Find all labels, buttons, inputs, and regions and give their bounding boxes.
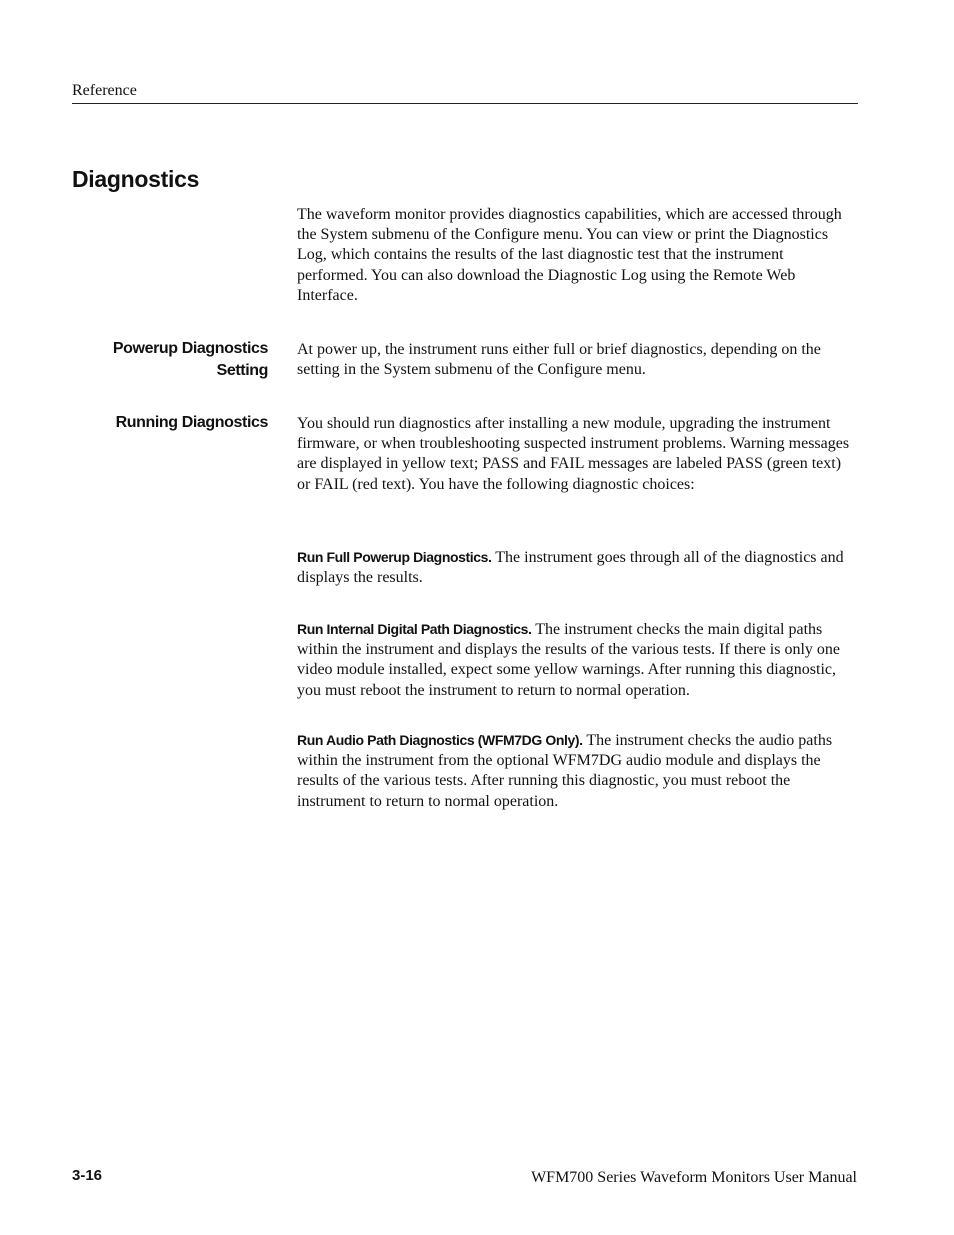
page-number: 3-16	[72, 1167, 103, 1184]
page-title: Diagnostics	[72, 166, 200, 192]
choice-internal-digital-path	[297, 619, 858, 701]
choice-audio-path	[297, 730, 858, 812]
running-diagnostics-paragraph: You should run diagnostics after installing a new module, upgrading the instrument firmware, or when troubleshooting suspected instrument problems. Warning messages are displayed in yellow text; PASS and FAIL messages are labeled PASS (green text) or FAIL (red text). You have the following diagnostic choices:	[297, 415, 850, 493]
running-header: Reference	[72, 82, 137, 99]
intro-paragraph: The waveform monitor provides diagnostics capabilities, which are accessed through the System submenu of the Configure menu. You can view or print the Diagnostics Log, which contains the results of the last diagnostic test that the instrument performed. You can also download the Diagnostic Log using the Remote Web Interface.	[297, 206, 842, 304]
powerup-diagnostics-heading-line1: Powerup Diagnostics	[112, 340, 268, 357]
header-rule	[72, 103, 858, 104]
powerup-diagnostics-paragraph: At power up, the instrument runs either full or brief diagnostics, depending on the setting in the System submenu of the Configure menu.	[297, 341, 821, 379]
choice-internal-digital-path-title: Run Internal Digital Path Diagnostics.	[297, 621, 532, 637]
choice-full-powerup-text: The instrument goes through all of the diagnostics and displays the results.	[297, 549, 844, 587]
choice-audio-path-title: Run Audio Path Diagnostics (WFM7DG Only).	[297, 732, 583, 748]
running-diagnostics-heading: Running Diagnostics	[115, 414, 268, 431]
powerup-diagnostics-heading	[58, 338, 268, 382]
choice-full-powerup	[297, 547, 858, 588]
powerup-diagnostics-heading-line2: Setting	[216, 362, 268, 379]
choice-full-powerup-title: Run Full Powerup Diagnostics.	[297, 549, 492, 565]
choice-audio-path-text: The instrument checks the audio paths within the instrument from the optional WFM7DG audio module and displays the results of the various tests. After running this diagnostic, you must reboot the instrument to return to normal operation.	[297, 732, 833, 810]
choice-internal-digital-path-text: The instrument checks the main digital paths within the instrument and displays the results of the various tests. If there is only one video module installed, expect some yellow warnings. After running this diagnostic, you must reboot the instrument to return to normal operation.	[297, 621, 841, 699]
manual-title: WFM700 Series Waveform Monitors User Manual	[531, 1169, 857, 1186]
